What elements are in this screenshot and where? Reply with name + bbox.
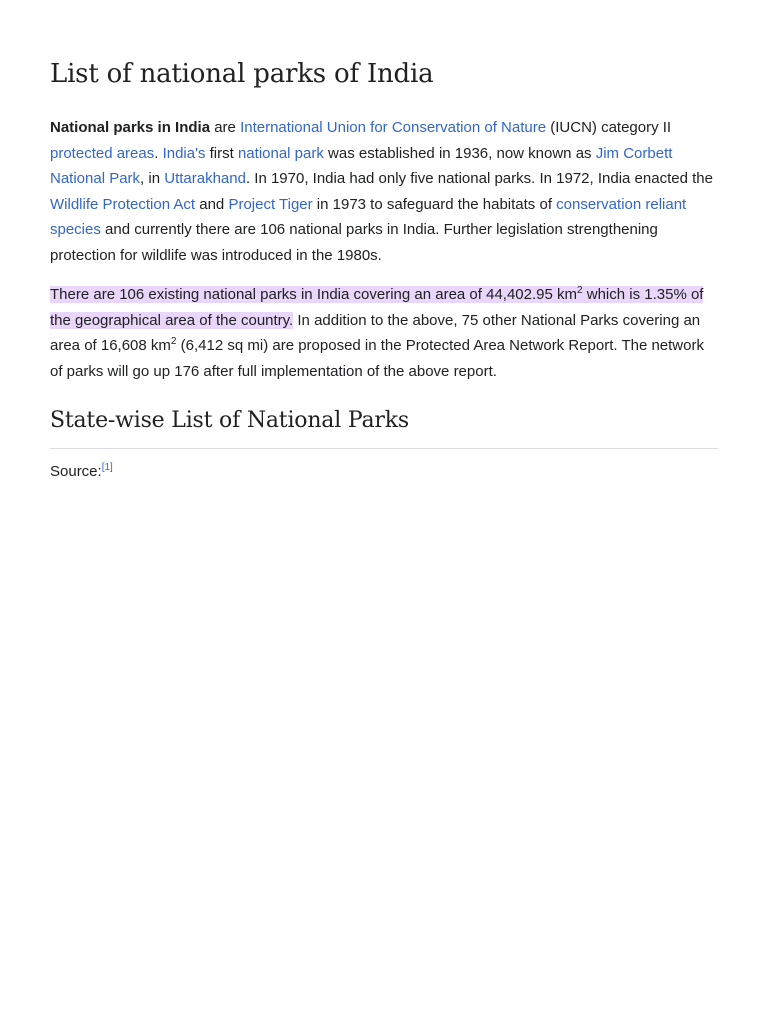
link-iucn[interactable]: International Union for Conservation of Nature bbox=[240, 119, 547, 136]
reference-superscript bbox=[102, 462, 113, 473]
intro-paragraph bbox=[50, 115, 718, 268]
link-protected-areas[interactable]: protected areas bbox=[50, 144, 155, 162]
text-span: and bbox=[195, 195, 229, 213]
text-span: There are 106 existing national parks in India covering an area of 44,402.95 km bbox=[50, 286, 577, 303]
link-wildlife-protection-act[interactable]: Wildlife Protection Act bbox=[50, 195, 196, 213]
page-title: List of national parks of India bbox=[50, 59, 434, 89]
link-conservation-reliant-species[interactable]: conservation reliant species bbox=[50, 195, 687, 238]
link-india[interactable]: India's bbox=[162, 144, 206, 162]
lead-term: National parks in India bbox=[50, 119, 211, 136]
reference-link[interactable]: [1] bbox=[101, 462, 113, 473]
text-span: (6,412 sq mi) are proposed in the Protected Area Network Report. The network of parks will go up 176 after full implementation of the above report. bbox=[50, 337, 704, 380]
link-uttarakhand[interactable]: Uttarakhand bbox=[164, 170, 246, 187]
link-jim-corbett[interactable]: Jim Corbett National Park bbox=[50, 144, 673, 187]
source-line bbox=[50, 461, 718, 483]
text-span: was established in 1936, now known as bbox=[323, 144, 596, 162]
text-span: and currently there are 106 national parks in India. Further legislation strengthening protection for wildlife was introduced in the 1980s. bbox=[50, 221, 658, 264]
text-span: are bbox=[210, 119, 241, 136]
superscript: 2 bbox=[577, 285, 583, 296]
link-national-park[interactable]: national park bbox=[237, 144, 324, 162]
link-project-tiger[interactable]: Project Tiger bbox=[228, 195, 313, 213]
text-span: first bbox=[205, 144, 238, 162]
source-label: Source: bbox=[50, 463, 102, 480]
area-paragraph bbox=[50, 282, 718, 384]
text-span: , in bbox=[140, 170, 165, 187]
text-span: (IUCN) category II bbox=[546, 119, 672, 136]
text-span: . bbox=[154, 144, 163, 162]
section-heading: State-wise List of National Parks bbox=[50, 404, 718, 449]
text-span: . In 1970, India had only five national parks. In 1972, India enacted the bbox=[245, 170, 713, 187]
text-span: in 1973 to safeguard the habitats of bbox=[312, 195, 557, 213]
superscript: 2 bbox=[170, 336, 177, 347]
text-span: which is 1.35% of the geographical area of the country. bbox=[50, 286, 704, 329]
text-span: In addition to the above, 75 other National Parks covering an area of 16,608 km bbox=[50, 311, 701, 354]
